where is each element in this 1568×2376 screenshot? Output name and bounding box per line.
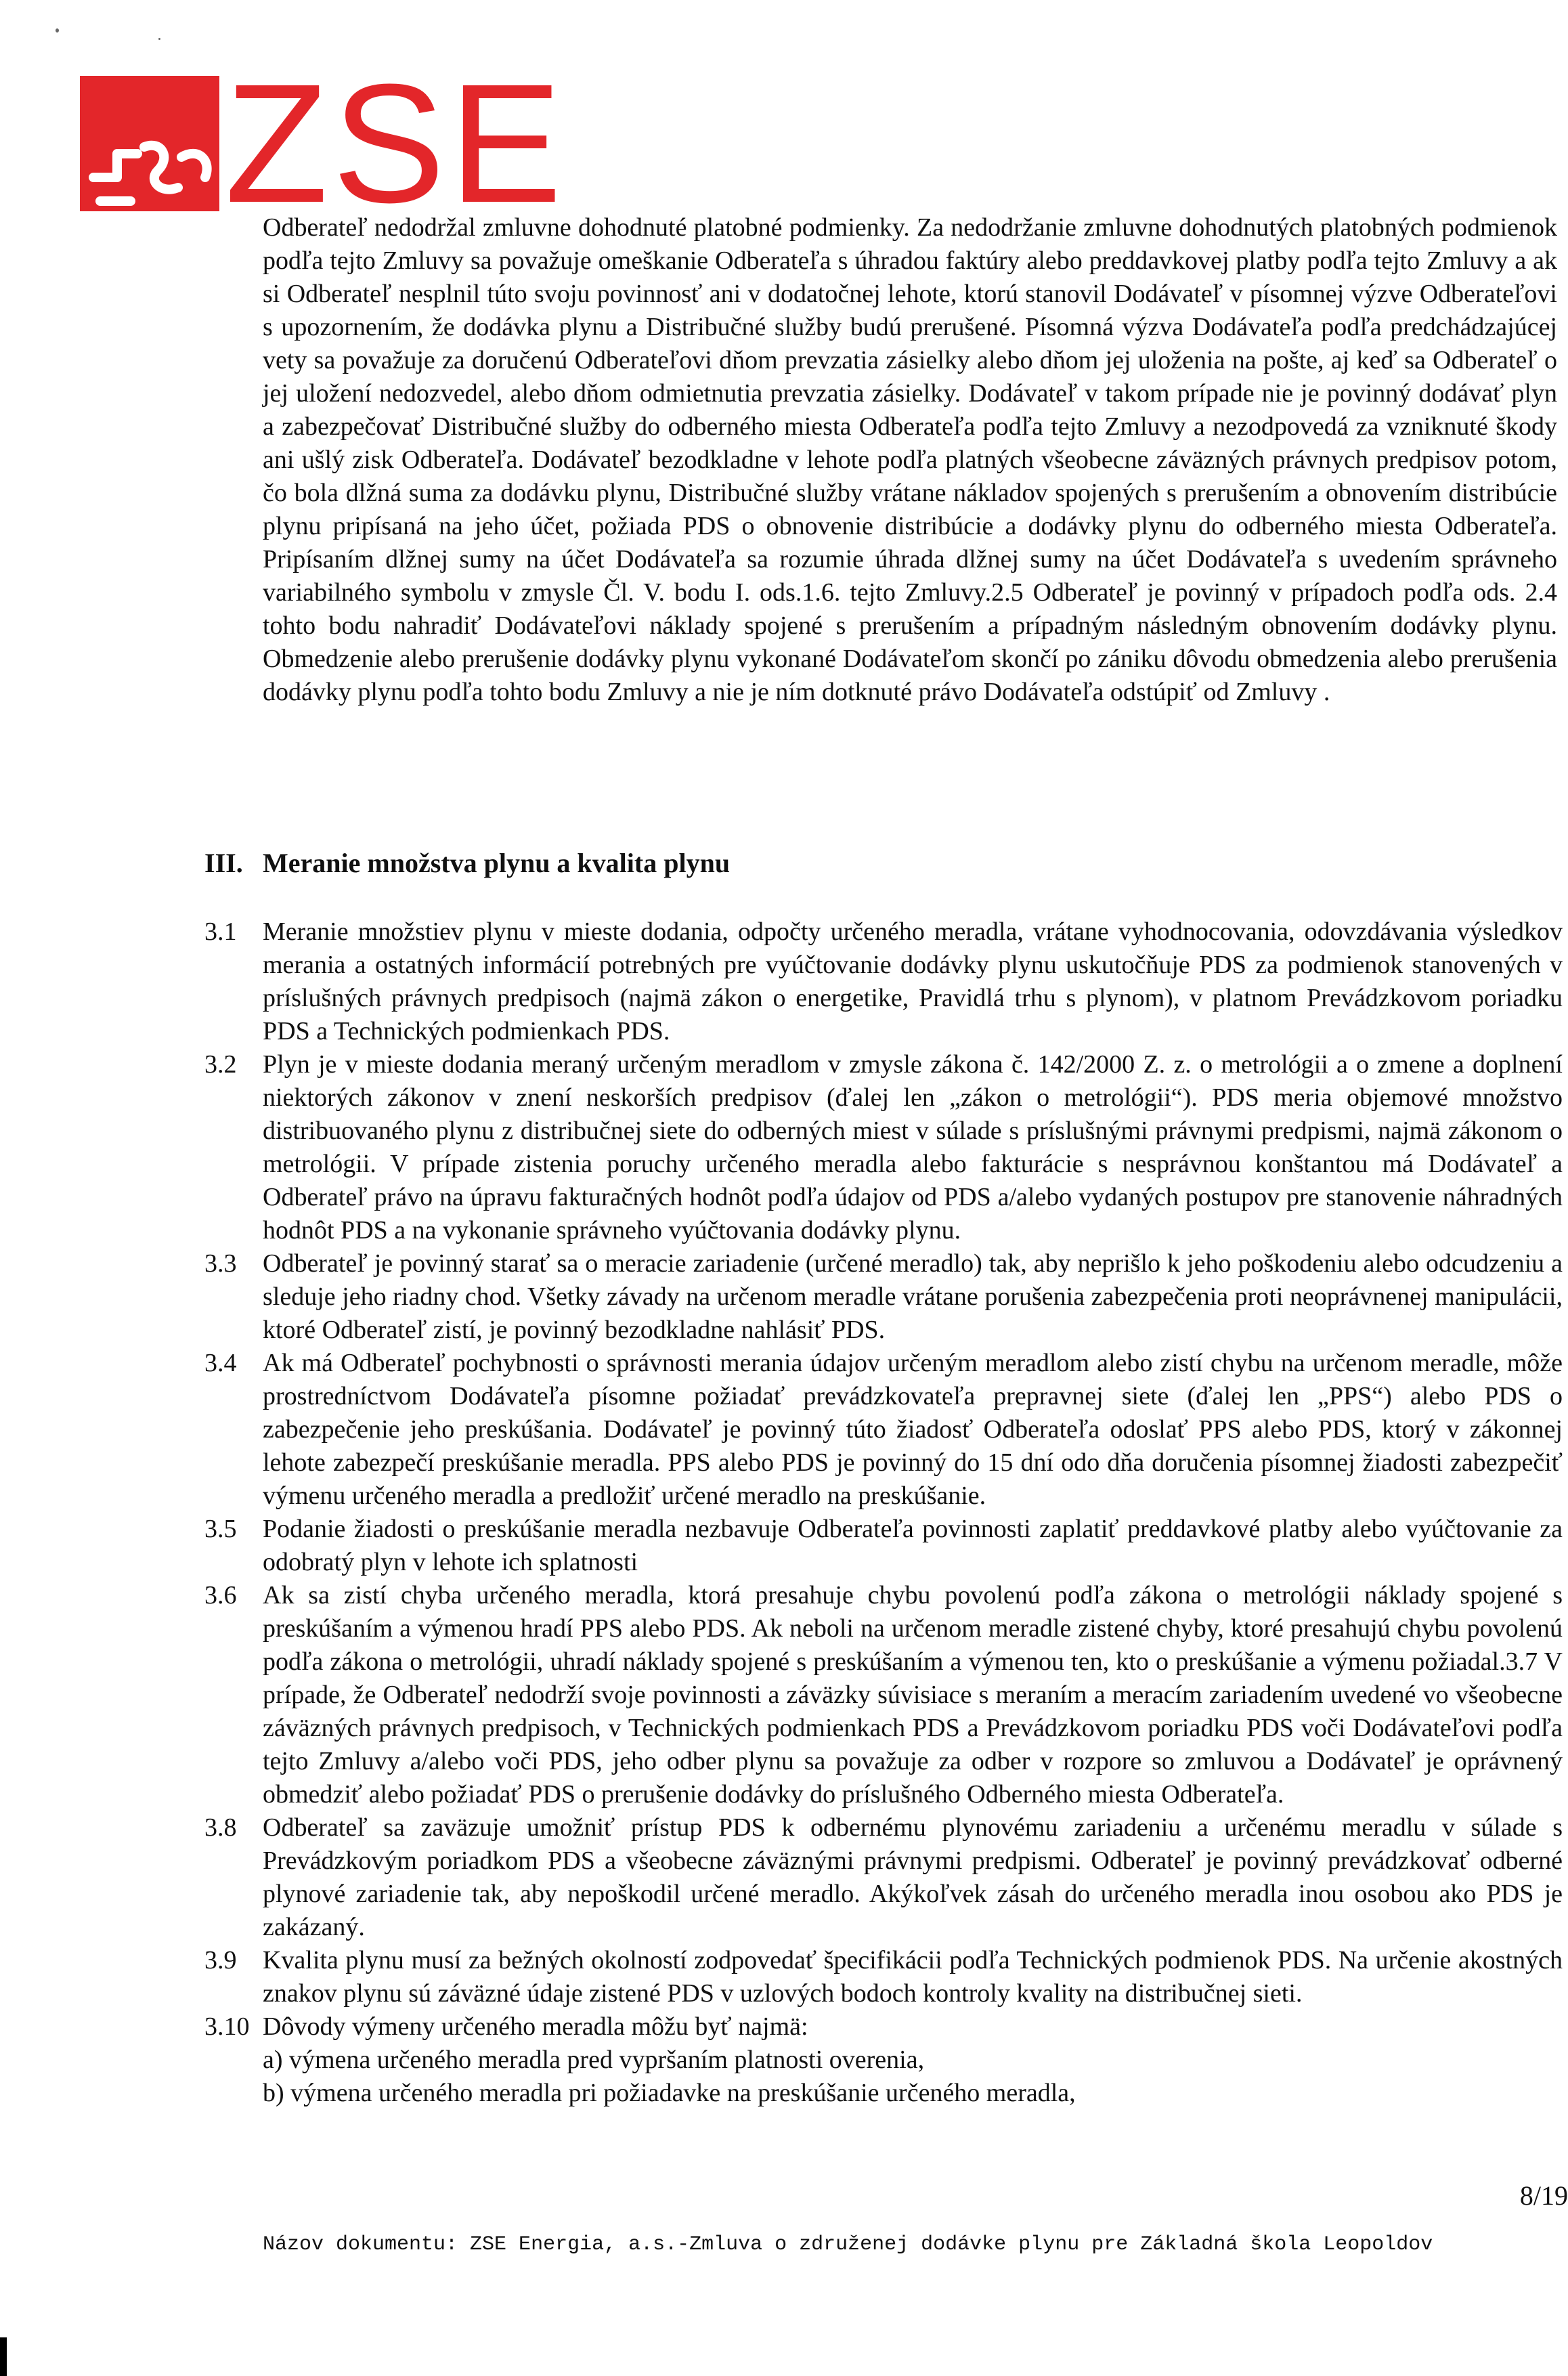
list-item (204, 1513, 1563, 1579)
list-item (204, 1579, 1563, 1811)
sub-item: a) výmena určeného meradla pred vypršaním platnosti overenia, (263, 2046, 925, 2074)
zse-emblem-icon (80, 76, 219, 211)
item-text: Ak má Odberateľ pochybnosti o správnosti merania údajov určeným meradlom alebo zistí chybu na určenom meradle, môže prostredníctvom Dodávateľa písomne požiadať prevádzkovateľa prepravnej siete (ďalej len „PPS“) alebo PDS o zabezpečenie jeho preskúšania. Dodávateľ je povinný túto žiadosť Odberateľa odoslať PPS alebo PDS, ktorý v zákonnej lehote zabezpečí preskúšanie meradla. PPS alebo PDS je povinný do 15 dní odo dňa doručenia písomnej žiadosti zabezpečiť výmenu určeného meradla a predložiť určené meradlo na preskúšanie. (263, 1349, 1563, 1510)
item-number: 3.5 (204, 1515, 237, 1543)
item-text: Meranie množstiev plynu v mieste dodania, odpočty určeného meradla, vrátane vyhodnocovania, odovzdávania výsledkov merania a ostatných informácií potrebných pre vyúčtovanie dodávky plynu uskutočňuje PDS za podmienok stanovených v príslušných právnych predpisoch (najmä zákon o energetike, Pravidlá trhu s plynom), v platnom Prevádzkovom poriadku PDS a Technických podmienkach PDS. (263, 917, 1563, 1045)
intro-paragraph (263, 211, 1557, 709)
item-text: Odberateľ je povinný starať sa o meracie zariadenie (určené meradlo) tak, aby neprišlo k jeho poškodeniu alebo odcudzeniu a sleduje jeho riadny chod. Všetky závady na určenom meradle vrátane porušenia zabezpečenia proti neoprávnenej manipulácii, ktoré Odberateľ zistí, je povinný bezodkladne nahlásiť PDS. (263, 1249, 1563, 1344)
scan-speck (56, 28, 59, 33)
item-number: 3.1 (204, 917, 237, 946)
list-item (204, 1811, 1563, 1944)
scan-edge-mark (0, 2337, 7, 2376)
section-items (204, 915, 1563, 2110)
item-text: Odberateľ sa zaväzuje umožniť prístup PDS k odbernému plynovému zariadeniu a určenému meradlu v súlade s Prevádzkovým poriadkom PDS a všeobecne záväznými právnymi predpismi. Odberateľ je povinný prevádzkovať odberné plynové zariadenie tak, aby nepoškodil určené meradlo. Akýkoľvek zásah do určeného meradla inou osobou ako PDS je zakázaný. (263, 1813, 1563, 1941)
section-heading (204, 846, 1491, 880)
list-item (204, 1347, 1563, 1513)
scan-speck (158, 38, 160, 40)
item-number: 3.2 (204, 1050, 237, 1079)
list-item (204, 2010, 1563, 2110)
item-number: 3.6 (204, 1581, 237, 1610)
item-number: 3.4 (204, 1349, 237, 1377)
item-text: Plyn je v mieste dodania meraný určeným meradlom v zmysle zákona č. 142/2000 Z. z. o metrológii a o zmene a doplnení niektorých zákonov v znení neskorších predpisov (ďalej len „zákon o metrológii“). PDS meria objemové množstvo distribuovaného plynu z distribučnej siete do odberných miest v súlade s príslušnými právnymi predpismi, najmä zákonom o metrológii. V prípade zistenia poruchy určeného meradla alebo fakturácie s nesprávnou konštantou má Dodávateľ a Odberateľ právo na úpravu fakturačných hodnôt podľa údajov od PDS a/alebo vydaných postupov pre stanovenie náhradných hodnôt PDS a na vykonanie správneho vyúčtovania dodávky plynu. (263, 1050, 1563, 1245)
zse-logo-mark (80, 76, 219, 211)
zse-logo-text: ZSE (225, 49, 567, 238)
item-text: Ak sa zistí chyba určeného meradla, ktorá presahuje chybu povolenú podľa zákona o metrológii náklady spojené s preskúšaním a výmenou hradí PPS alebo PDS. Ak neboli na určenom meradle zistené chyby, ktoré presahujú chybu povolenú podľa zákona o metrológii, uhradí náklady spojené s preskúšaním a výmenou ten, kto o preskúšanie a výmenu požiadal.3.7 V prípade, že Odberateľ nedodrží svoje povinnosti a záväzky súvisiace s meraním a meracím zariadením uvedené vo všeobecne záväzných právnych predpisoch, v Technických podmienkach PDS a Prevádzkovom poriadku PDS voči Dodávateľovi podľa tejto Zmluvy a/alebo voči PDS, jeho odber plynu sa považuje za odber v rozpore so zmluvou a Dodávateľ je oprávnený obmedziť alebo požiadať PDS o prerušenie dodávky do príslušného Odberného miesta Odberateľa. (263, 1581, 1563, 1809)
item-text: Kvalita plynu musí za bežných okolností zodpovedať špecifikácii podľa Technických podmienok PDS. Na určenie akostných znakov plynu sú záväzné údaje zistené PDS v uzlových bodoch kontroly kvality na distribučnej sieti. (263, 1946, 1563, 2008)
sub-item: b) výmena určeného meradla pri požiadavke na preskúšanie určeného meradla, (263, 2079, 1076, 2107)
document-footer: Názov dokumentu: ZSE Energia, a.s.-Zmluva o združenej dodávke plynu pre Základná škola Leopoldov (263, 2233, 1433, 2256)
item-text: Podanie žiadosti o preskúšanie meradla nezbavuje Odberateľa povinnosti zaplatiť preddavkové platby alebo vyúčtovanie za odobratý plyn v lehote ich splatnosti (263, 1515, 1563, 1576)
list-item (204, 1247, 1563, 1347)
zse-logo (80, 49, 567, 238)
intro-paragraph-text: Odberateľ nedodržal zmluvne dohodnuté platobné podmienky. Za nedodržanie zmluvne dohodnutých platobných podmienok podľa tejto Zmluvy sa považuje omeškanie Odberateľa s úhradou faktúry alebo preddavkovej platby podľa tejto Zmluvy a ak si Odberateľ nesplnil túto svoju povinnosť ani v dodatočnej lehote, ktorú stanovil Dodávateľ v písomnej výzve Odberateľovi s upozornením, že dodávka plynu a Distribučné služby budú prerušené. Písomná výzva Dodávateľa podľa predchádzajúcej vety sa považuje za doručenú Odberateľovi dňom prevzatia zásielky alebo dňom jej uloženia na pošte, aj keď sa Odberateľ o jej uložení nedozvedel, alebo dňom odmietnutia prevzatia zásielky. Dodávateľ v takom prípade nie je povinný dodávať plyn a zabezpečovať Distribučné služby do odberného miesta Odberateľa podľa tejto Zmluvy a nezodpovedá za vzniknuté škody ani ušlý zisk Odberateľa. Dodávateľ bezodkladne v lehote podľa platných všeobecne záväzných právnych predpisov potom, čo bola dlžná suma za dodávku plynu, Distribučné služby vrátane nákladov spojených s prerušením a obnovením distribúcie plynu pripísaná na jeho účet, požiada PDS o obnovenie distribúcie a dodávky plynu do odberného miesta Odberateľa. Pripísaním dlžnej sumy na účet Dodávateľa sa rozumie úhrada dlžnej sumy na účet Dodávateľa s uvedením správneho variabilného symbolu v zmysle Čl. V. bodu I. ods.1.6. tejto Zmluvy.2.5 Odberateľ je povinný v prípadoch podľa ods. 2.4 tohto bodu nahradiť Dodávateľovi náklady spojené s prerušením a prípadným následným obnovením dodávky plynu. Obmedzenie alebo prerušenie dodávky plynu vykonané Dodávateľom skončí po zániku dôvodu obmedzenia alebo prerušenia dodávky plynu podľa tohto bodu Zmluvy a nie je ním dotknuté právo Dodávateľa odstúpiť od Zmluvy . (263, 213, 1557, 706)
list-item (204, 915, 1563, 1048)
item-number: 3.10 (204, 2012, 250, 2041)
section-number: III. (204, 848, 243, 878)
item-number: 3.3 (204, 1249, 237, 1278)
item-text: Dôvody výmeny určeného meradla môžu byť najmä: (263, 2012, 808, 2041)
page-number: 8/19 (1519, 2180, 1568, 2211)
list-item (204, 1048, 1563, 1247)
item-number: 3.9 (204, 1946, 237, 1974)
item-number: 3.8 (204, 1813, 237, 1842)
list-item (204, 1944, 1563, 2010)
section-title: Meranie množstva plynu a kvalita plynu (263, 848, 731, 878)
